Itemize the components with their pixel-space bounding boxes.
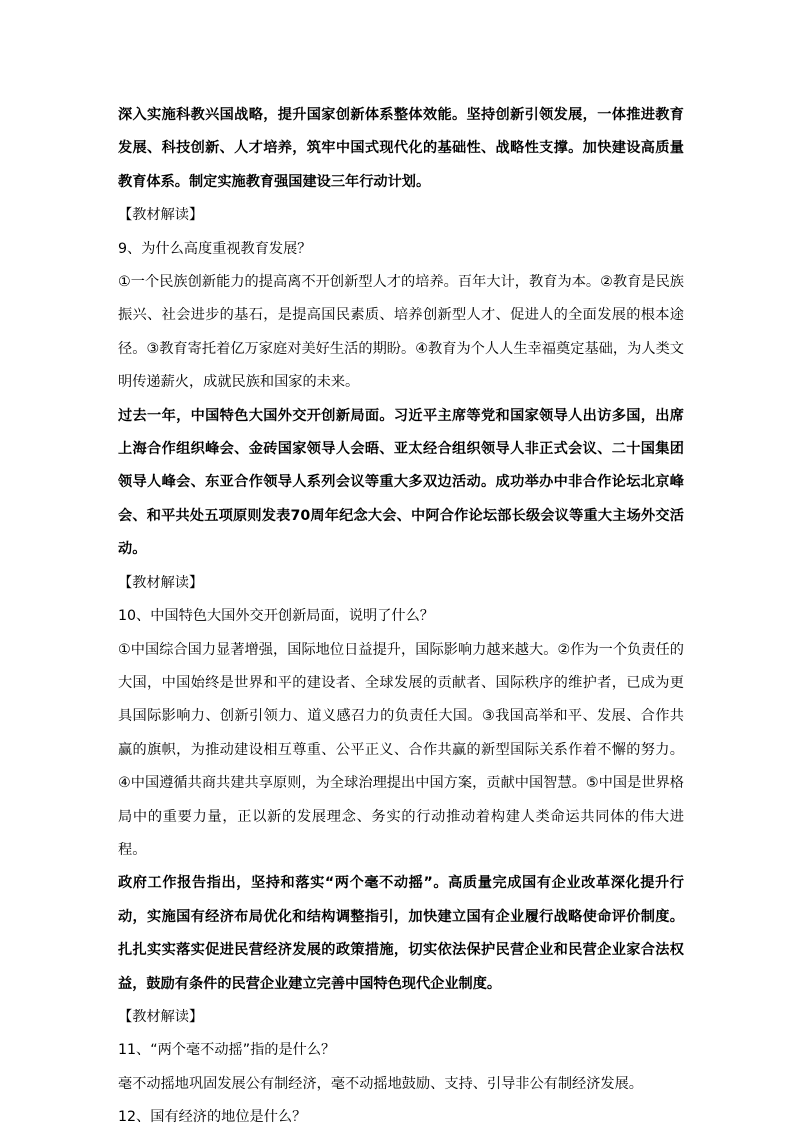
answer-11: 毫不动摇地巩固发展公有制经济，毫不动摇地鼓励、支持、引导非公有制经济发展。 (118, 1075, 643, 1092)
paragraph-education-strategy: 深入实施科教兴国战略，提升国家创新体系整体效能。坚持创新引领发展，一体推进教育发展、科技创新、人才培养，筑牢中国式现代化的基础性、战略性支撑。加快建设高质量教育体系。制定实施教育强国建设三年行动计划。 (118, 107, 684, 190)
question-9: 9、为什么高度重视教育发展？ (118, 240, 312, 257)
answer-9: ①一个民族创新能力的提高离不开创新型人才的培养。百年大计，教育为本。②教育是民族振兴、社会进步的基石，是提高国民素质、培养创新型人才、促进人的全面发展的根本途径。③教育寄托着亿万家庭对美好生活的期盼。④教育为个人人生幸福奠定基础，为人类文明传递薪火，成就民族和国家的未来。 (118, 274, 684, 391)
paragraph-two-unwavering: 政府工作报告指出，坚持和落实“两个毫不动摇”。高质量完成国有企业改革深化提升行动，实施国有经济布局优化和结构调整指引，加快建立国有企业履行战略使命评价制度。扎扎实实落实促进民营经济发展的政策措施，切实依法保护民营企业和民营企业家合法权益，鼓励有条件的民营企业建立完善中国特色现代企业制度。 (118, 875, 684, 992)
paragraph-major-country-diplomacy: 过去一年，中国特色大国外交开创新局面。习近平主席等党和国家领导人出访多国，出席上海合作组织峰会、金砖国家领导人会晤、亚太经合组织领导人非正式会议、二十国集团领导人峰会、东亚合作领导人系列会议等重大多双边活动。成功举办中非合作论坛北京峰会、和平共处五项原则发表70周年纪念大会、中阿合作论坛部长级会议等重大主场外交活动。 (118, 407, 684, 558)
document-page (118, 99, 684, 1135)
question-10: 10、中国特色大国外交开创新局面，说明了什么？ (118, 608, 434, 625)
answer-10: ①中国综合国力显著增强，国际地位日益提升，国际影响力越来越大。②作为一个负责任的大国，中国始终是世界和平的建设者、全球发展的贡献者、国际秩序的维护者，已成为更具国际影响力、创新引领力、道义感召力的负责任大国。③我国高举和平、发展、合作共赢的旗帜，为推动建设相互尊重、公平正义、合作共赢的新型国际关系作着不懈的努力。④中国遵循共商共建共享原则，为全球治理提出中国方案，贡献中国智慧。⑤中国是世界格局中的重要力量，正以新的发展理念、务实的行动推动着构建人类命运共同体的伟大进程。 (118, 641, 684, 858)
heading-textbook-interpretation: 【教材解读】 (118, 1008, 204, 1025)
heading-textbook-interpretation: 【教材解读】 (118, 207, 204, 224)
question-12: 12、国有经济的地位是什么？ (118, 1109, 307, 1126)
heading-textbook-interpretation: 【教材解读】 (118, 574, 204, 591)
question-11: 11、“两个毫不动摇”指的是什么？ (118, 1042, 336, 1059)
